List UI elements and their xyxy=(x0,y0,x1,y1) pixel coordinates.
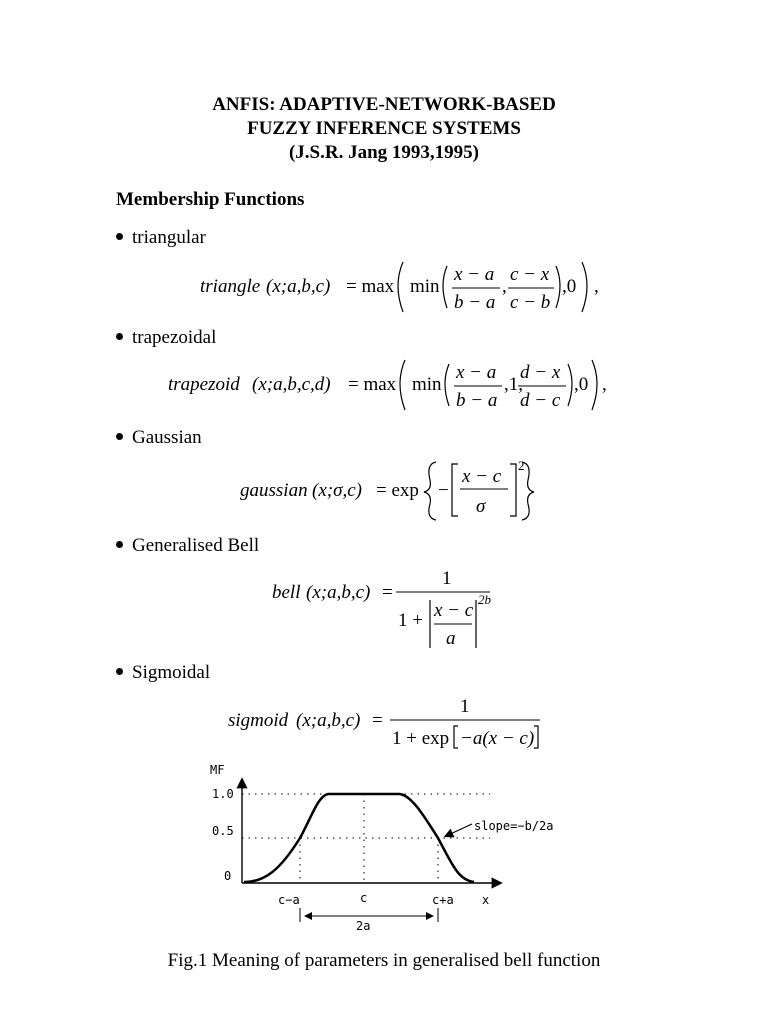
formula-triangle-svg xyxy=(200,258,620,318)
svg-text:x − c: x − c xyxy=(434,600,474,621)
svg-text:,0: ,0 xyxy=(562,276,577,297)
bullet-label: triangular xyxy=(132,227,206,248)
svg-text:x − c: x − c xyxy=(462,466,502,487)
svg-text:1 +: 1 + xyxy=(398,610,423,631)
y-tick-label: 1.0 xyxy=(212,787,234,801)
svg-text:1 + exp: 1 + exp xyxy=(392,728,450,749)
bell-figure-svg xyxy=(190,760,560,940)
svg-text:x − a: x − a xyxy=(454,264,495,285)
formula-trapezoid xyxy=(168,356,618,422)
x-tick-label: c+a xyxy=(432,893,454,907)
bullet-label: trapezoidal xyxy=(132,327,217,348)
svg-text:= max: = max xyxy=(346,276,395,297)
bullet-dot-icon xyxy=(116,333,123,340)
bell-figure xyxy=(190,760,560,945)
svg-text:c − b: c − b xyxy=(510,292,551,313)
svg-text:1: 1 xyxy=(442,568,452,589)
bullet-dot-icon xyxy=(116,668,123,675)
formula-bell-svg xyxy=(272,564,512,654)
svg-text:,: , xyxy=(602,374,607,395)
svg-text:d − x: d − x xyxy=(520,362,561,383)
section-heading: Membership Functions xyxy=(116,189,305,210)
svg-text:,0: ,0 xyxy=(574,374,589,395)
svg-text:(x;a,b,c): (x;a,b,c) xyxy=(306,582,371,603)
formula-name: triangle xyxy=(200,276,261,297)
svg-text:,: , xyxy=(502,276,507,297)
bullet-label: Sigmoidal xyxy=(132,662,211,683)
formula-gaussian-svg xyxy=(240,456,540,522)
formula-trapezoid-svg xyxy=(168,356,618,416)
svg-text:b − a: b − a xyxy=(454,292,496,313)
formula-name: trapezoid xyxy=(168,374,240,395)
svg-text:2b: 2b xyxy=(478,592,491,607)
formula-gaussian xyxy=(240,456,540,528)
svg-text:2: 2 xyxy=(518,458,525,473)
svg-text:x − a: x − a xyxy=(456,362,497,383)
svg-text:=: = xyxy=(372,710,383,731)
bullet-bell xyxy=(116,535,259,557)
svg-text:(x;a,b,c,d): (x;a,b,c,d) xyxy=(252,374,331,395)
svg-text:σ: σ xyxy=(476,496,486,517)
formula-name: sigmoid xyxy=(228,710,289,731)
svg-text:−a(x − c): −a(x − c) xyxy=(460,728,535,749)
svg-text:c − x: c − x xyxy=(510,264,550,285)
svg-text:(x;a,b,c): (x;a,b,c) xyxy=(296,710,361,731)
formula-name: bell xyxy=(272,582,301,603)
bullet-label: Generalised Bell xyxy=(132,535,260,556)
svg-text:= exp: = exp xyxy=(376,480,419,501)
svg-text:(x;a,b,c): (x;a,b,c) xyxy=(266,276,331,297)
y-axis-label: MF xyxy=(210,763,225,777)
svg-text:,: , xyxy=(594,276,599,297)
svg-text:(x;σ,c): (x;σ,c) xyxy=(312,480,362,501)
title-line-2: FUZZY INFERENCE SYSTEMS xyxy=(247,118,521,139)
svg-text:min: min xyxy=(412,374,442,395)
bullet-trapezoidal xyxy=(116,327,216,349)
title-line-1: ANFIS: ADAPTIVE-NETWORK-BASED xyxy=(212,94,556,115)
bullet-sigmoid xyxy=(116,662,210,684)
title-line-3: (J.S.R. Jang 1993,1995) xyxy=(288,142,479,163)
svg-text:d − c: d − c xyxy=(520,390,561,411)
svg-text:,1,: ,1, xyxy=(504,374,523,395)
svg-text:= max: = max xyxy=(348,374,397,395)
formula-sigmoid-svg xyxy=(228,690,548,754)
bullet-dot-icon xyxy=(116,541,123,548)
width-label: 2a xyxy=(356,919,371,933)
svg-text:b − a: b − a xyxy=(456,390,498,411)
svg-text:1: 1 xyxy=(460,696,470,717)
bullet-triangular xyxy=(116,227,206,249)
bullet-dot-icon xyxy=(116,233,123,240)
formula-bell xyxy=(272,564,512,660)
bullet-dot-icon xyxy=(116,433,123,440)
svg-text:=: = xyxy=(382,582,393,603)
svg-text:min: min xyxy=(410,276,440,297)
formula-triangle xyxy=(200,258,620,324)
figure-caption: Fig.1 Meaning of parameters in generalised bell function xyxy=(167,950,601,971)
bullet-label: Gaussian xyxy=(132,427,202,448)
slope-label: slope=−b/2a xyxy=(474,819,554,833)
formula-sigmoid xyxy=(228,690,548,760)
x-tick-label: c−a xyxy=(278,893,300,907)
y-tick-label: 0 xyxy=(224,869,232,883)
formula-name: gaussian xyxy=(240,480,308,501)
svg-text:−: − xyxy=(438,480,449,501)
y-tick-label: 0.5 xyxy=(212,824,234,838)
svg-text:a: a xyxy=(446,628,456,649)
x-tick-label: x xyxy=(482,893,490,907)
x-tick-label: c xyxy=(360,891,368,905)
bullet-gaussian xyxy=(116,427,202,449)
